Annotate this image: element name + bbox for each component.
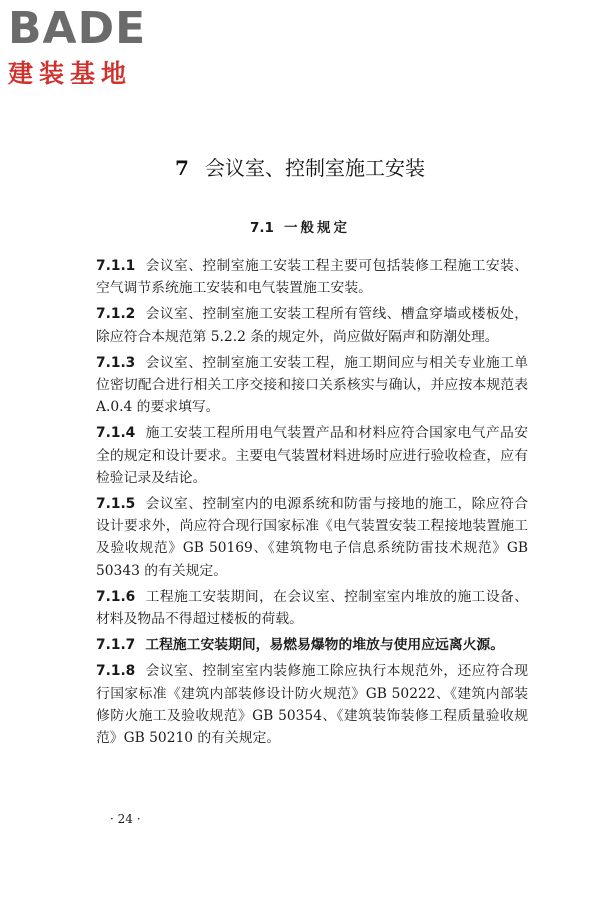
clause-text: 工程施工安装期间，易燃易爆物的堆放与使用应远离火源。 xyxy=(145,637,505,654)
clause xyxy=(96,303,528,347)
clause-text: 会议室、控制室施工安装工程主要可包括装修工程施工安装、空气调节系统施工安装和电气装置施工安装。 xyxy=(96,258,528,297)
clause-number: 7.1.7 xyxy=(96,637,136,654)
clause-number: 7.1.4 xyxy=(96,425,136,442)
clause xyxy=(96,493,528,582)
clause-number: 7.1.5 xyxy=(96,496,136,513)
clause-number: 7.1.1 xyxy=(96,258,136,274)
section-title: 一般规定 xyxy=(283,220,350,236)
chapter-title: 会议室、控制室施工安装 xyxy=(204,156,425,180)
clause-text: 工程施工安装期间，在会议室、控制室室内堆放的施工设备、材料及物品不得超过楼板的荷载。 xyxy=(96,588,528,628)
section-number: 7.1 xyxy=(250,220,274,236)
chapter-number: 7 xyxy=(175,156,189,180)
clause-number: 7.1.8 xyxy=(96,663,136,680)
clause-list xyxy=(96,255,528,753)
clause xyxy=(96,422,528,489)
chapter-heading xyxy=(0,152,600,181)
logo-word: BADE xyxy=(8,3,147,54)
clause xyxy=(96,586,528,630)
clause-text: 会议室、控制室室内装修施工除应执行本规范外，还应符合现行国家标准《建筑内部装修设计防火规范》GB 50222、《建筑内部装修防火施工及验收规范》GB 50354、《建筑装饰装修工程质量验收规范》GB 50210 的有关规定。 xyxy=(96,663,528,747)
clause-text: 施工安装工程所用电气装置产品和材料应符合国家电气产品安全的规定和设计要求。主要电气装置材料进场时应进行验收检查，应有检验记录及结论。 xyxy=(96,425,528,486)
clause xyxy=(96,352,528,419)
section-heading xyxy=(0,216,600,236)
clause-number: 7.1.2 xyxy=(96,306,136,323)
logo xyxy=(8,4,178,90)
logo-subtitle: 建装基地 xyxy=(8,59,133,88)
clause-number: 7.1.3 xyxy=(96,354,136,371)
clause-text: 会议室、控制室施工安装工程，施工期间应与相关专业施工单位密切配合进行相关工序交接和接口关系核实与确认，并应按本规范表 A.0.4 的要求填写。 xyxy=(96,354,528,416)
clause-text: 会议室、控制室施工安装工程所有管线、槽盒穿墙或楼板处，除应符合本规范第 5.2.2 条的规定外，尚应做好隔声和防潮处理。 xyxy=(96,306,528,345)
clause xyxy=(96,660,528,749)
clause-number: 7.1.6 xyxy=(96,588,136,605)
clause-mandatory xyxy=(96,634,528,656)
page-number: · 24 · xyxy=(110,812,141,826)
clause xyxy=(96,255,528,299)
clause-text: 会议室、控制室内的电源系统和防雷与接地的施工，除应符合设计要求外，尚应符合现行国家标准《电气装置安装工程接地装置施工及验收规范》GB 50169、《建筑物电子信息系统防雷技术规范》GB 50343 的有关规定。 xyxy=(96,496,528,579)
